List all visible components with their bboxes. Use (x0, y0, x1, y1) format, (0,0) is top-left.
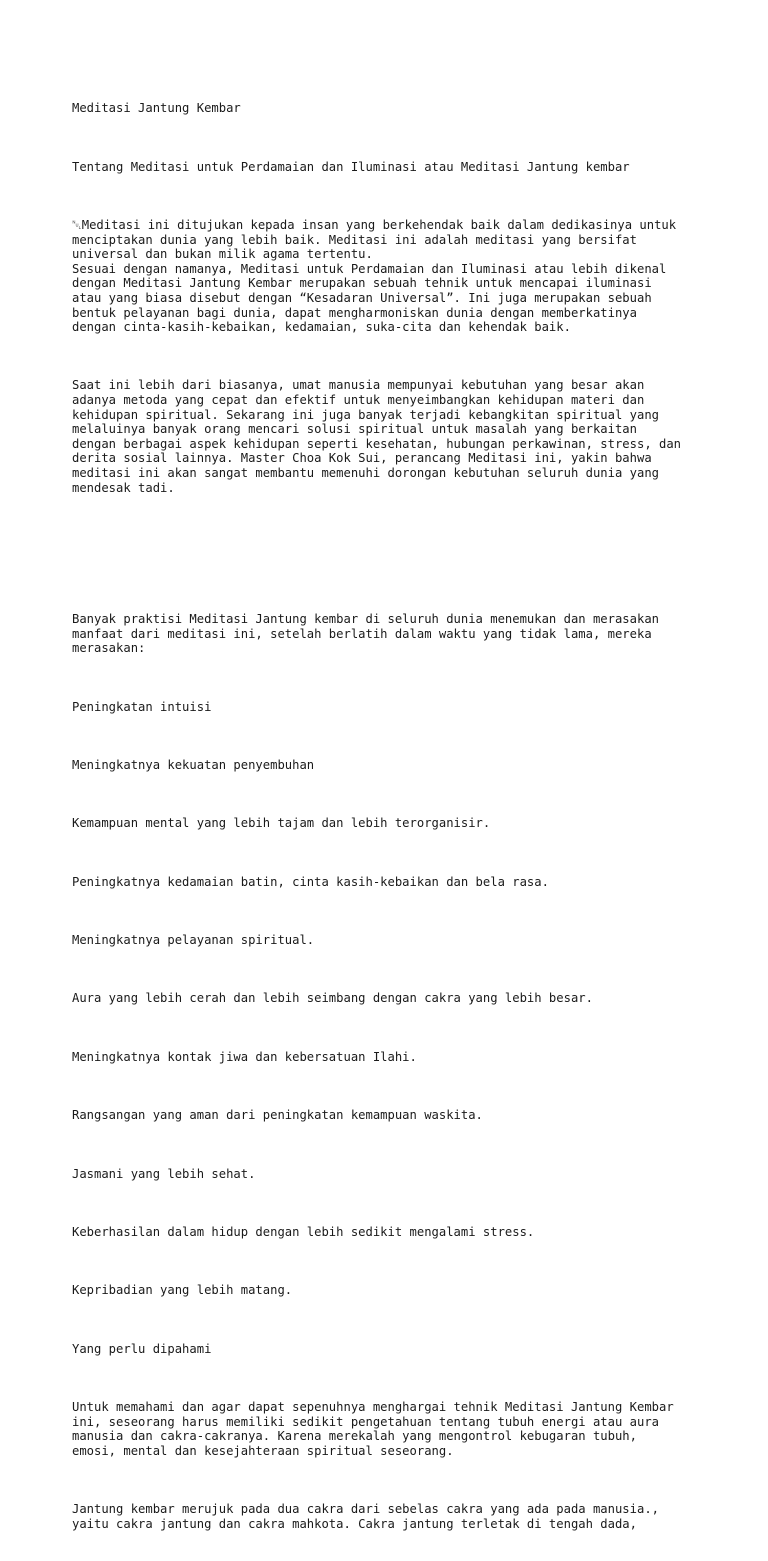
document-title: Meditasi Jantung Kembar (72, 101, 241, 116)
benefit-item: Kepribadian yang lebih matang. (72, 1283, 293, 1298)
intro-paragraph: ␀Meditasi ini ditujukan kepada insan yang berkehendak baik dalam dedikasinya untuk menciptakan dunia yang lebih baik. Meditasi ini adalah meditasi yang bersifat universal dan bukan milik agama tertentu. Sesuai dengan namanya, Meditasi untuk Perdamaian dan Iluminasi atau lebih dikenal dengan Meditasi Jantung Kembar merupakan sebuah tehnik untuk mencapai iluminasi atau yang biasa disebut dengan “Kesadaran Universal”. Ini juga merupakan sebuah bentuk pelayanan bagi dunia, dapat mengharmoniskan dunia dengan memberkatinya dengan cinta-kasih-kebaikan, kedamaian, suka-cita dan kehendak baik. (72, 217, 677, 335)
benefit-item: Peningkatnya kedamaian batin, cinta kasih-kebaikan dan bela rasa. (72, 874, 549, 889)
spacer (72, 539, 712, 583)
benefit-item: Kemampuan mental yang lebih tajam dan lebih terorganisir. (72, 816, 491, 831)
paragraph-practitioners: Banyak praktisi Meditasi Jantung kembar di seluruh dunia menemukan dan merasakan manfaat dari meditasi ini, setelah berlatih dalam waktu yang tidak lama, mereka merasakan: (72, 611, 659, 656)
benefit-item: Meningkatnya kekuatan penyembuhan (72, 757, 315, 772)
document-page (72, 72, 712, 1561)
benefit-item: Keberhasilan dalam hidup dengan lebih sedikit mengalami stress. (72, 1224, 535, 1239)
benefit-item: Meningkatnya pelayanan spiritual. (72, 933, 315, 948)
benefit-item: Meningkatnya kontak jiwa dan kebersatuan Ilahi. (72, 1049, 417, 1064)
paragraph-twin-heart: Jantung kembar merujuk pada dua cakra dari sebelas cakra yang ada pada manusia., yaitu cakra jantung dan cakra mahkota. Cakra jantung terletak di tengah dada, (72, 1502, 659, 1531)
paragraph-understanding: Untuk memahami dan agar dapat sepenuhnya menghargai tehnik Meditasi Jantung Kembar ini, seseorang harus memiliki sedikit pengetahuan tentang tubuh energi atau aura manusia dan cakra-cakranya. Karena merekalah yang mengontrol kebugaran tubuh, emosi, mental dan kesejahteraan spiritual seseorang. (72, 1400, 674, 1458)
document-subtitle: Tentang Meditasi untuk Perdamaian dan Iluminasi atau Meditasi Jantung kembar (72, 159, 630, 174)
benefit-item: Aura yang lebih cerah dan lebih seimbang dengan cakra yang lebih besar. (72, 991, 593, 1006)
benefit-item: Jasmani yang lebih sehat. (72, 1166, 256, 1181)
benefit-item: Peningkatan intuisi (72, 699, 212, 714)
paragraph-needs: Saat ini lebih dari biasanya, umat manusia mempunyai kebutuhan yang besar akan adanya metoda yang cepat dan efektif untuk menyeimbangkan kehidupan materi dan kehidupan spiritual. Sekarang ini juga banyak terjadi kebangkitan spiritual yang melaluinya banyak orang mencari solusi spiritual untuk masalah yang berkaitan dengan berbagai aspek kehidupan seperti kesehatan, hubungan perkawinan, stress, dan derita sosial lainnya. Master Choa Kok Sui, perancang Meditasi ini, yakin bahwa meditasi ini akan sangat membantu memenuhi dorongan kebutuhan seluruh dunia yang mendesak tadi. (72, 378, 682, 495)
benefit-item: Rangsangan yang aman dari peningkatan kemampuan waskita. (72, 1108, 483, 1123)
section-heading: Yang perlu dipahami (72, 1341, 212, 1356)
